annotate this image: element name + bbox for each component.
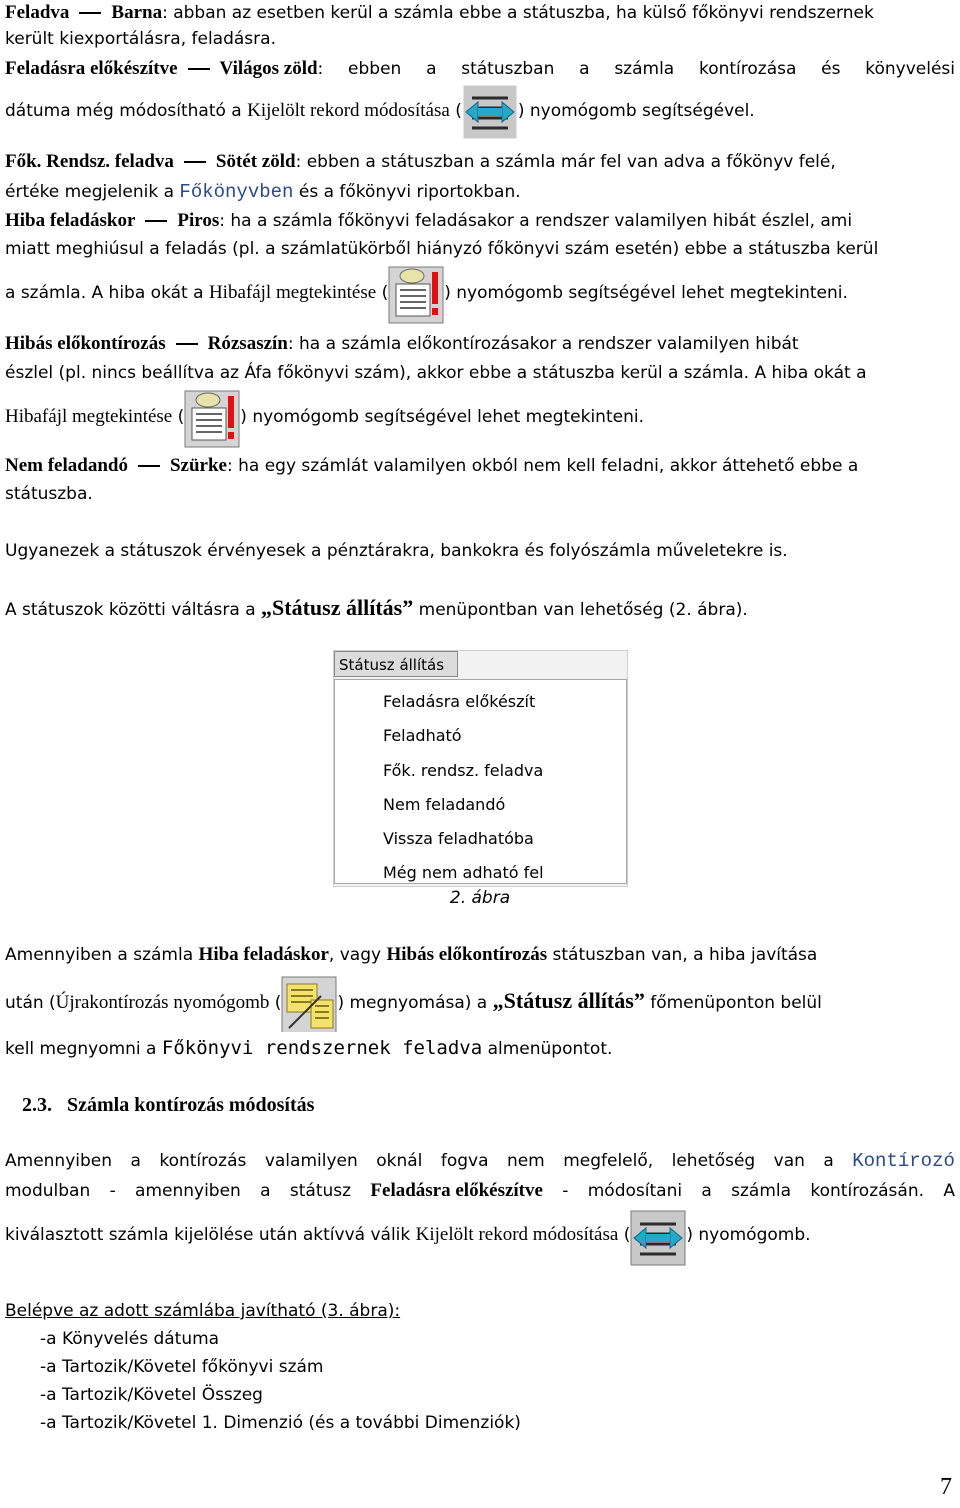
figure-caption: 2. ábra: [449, 888, 511, 908]
para-kontirozas-line2: modulban - amennyiben a státusz Feladásra előkészítve - módosítani a számla kontírozásán. A: [5, 1180, 955, 1201]
menu-item-vissza-feladhatoba[interactable]: Vissza feladhatóba: [383, 829, 534, 848]
status-color: Barna: [111, 2, 163, 23]
menu-item-feladhato[interactable]: Feladható: [383, 726, 462, 745]
menu-item-feladasra-elokeszit[interactable]: Feladásra előkészít: [383, 692, 536, 711]
text: került kiexportálásra, feladásra.: [5, 29, 276, 49]
dropdown-menu: [334, 679, 627, 884]
para-nem-line1: Nem feladandó Szürke: ha egy számlát valamilyen okból nem kell feladni, akkor áttehető ebbe a: [5, 455, 859, 476]
para-amennyiben-line2: után (Újrakontírozás nyomógomb ( ) megnyomása) a „Státusz állítás” főmenüponton belül: [5, 970, 955, 1032]
para-kontirozas-line1: Amennyiben a kontírozás valamilyen oknál fogva nem megfelelő, lehetőség van a Kontírozó: [5, 1150, 955, 1172]
para-belepve: Belépve az adott számlába javítható (3. ábra):: [5, 1301, 401, 1321]
menu-item-nem-feladando[interactable]: Nem feladandó: [383, 795, 506, 814]
para-amennyiben-line1: Amennyiben a számla Hiba feladáskor, vagy Hibás előkontírozás státuszban van, a hiba javítása: [5, 944, 818, 965]
module-name: Főkönyvben: [179, 181, 294, 203]
menu-reference: „Státusz állítás”: [261, 595, 414, 620]
list-item: -a Tartozik/Követel Összeg: [40, 1385, 263, 1405]
para-hiba-line2: miatt meghiúsul a feladás (pl. a számlatükörből hiányzó főkönyvi szám esetén) ebbe a státuszba kerül: [5, 239, 879, 259]
page-number: 7: [940, 1474, 952, 1500]
status-name: Feladva: [5, 2, 70, 23]
para-valtas: A státuszok közötti váltásra a „Státusz állítás” menüpontban van lehetőség (2. ábra).: [5, 595, 748, 620]
para-hibas-line2: észlel (pl. nincs beállítva az Áfa főkönyvi szám), akkor ebbe a státuszba kerül a számla. A hiba okát a: [5, 363, 867, 383]
para-nem-line2: státuszba.: [5, 484, 93, 504]
record-edit-icon: [630, 1210, 686, 1266]
list-item: -a Könyvelés dátuma: [40, 1329, 220, 1349]
menu-title-statusz-allitas[interactable]: Státusz állítás: [334, 651, 458, 677]
menu-item-fok-rendsz-feladva[interactable]: Fők. rendsz. feladva: [383, 761, 544, 780]
text: : abban az esetben kerül a számla ebbe a státuszba, ha külső főkönyvi rendszernek: [162, 3, 874, 23]
status-menu-figure: [333, 650, 628, 887]
para-feladva-line1: [5, 2, 955, 24]
para-hibas-line3: Hibafájl megtekintése ( ) nyomógomb segítségével lehet megtekinteni.: [5, 386, 955, 448]
para-hiba-line3: a számla. A hiba okát a Hibafájl megtekintése ( ) nyomógomb segítségével lehet megtekinteni.: [5, 262, 955, 324]
para-hiba-line1: Hiba feladáskor Piros: ha a számla főkönyvi feladásakor a rendszer valamilyen hibát észlel, ami: [5, 210, 853, 231]
para-ugyanezek: Ugyanezek a státuszok érvényesek a pénztárakra, bankokra és folyószámla műveletekre is.: [5, 541, 788, 561]
error-file-icon: [388, 266, 444, 324]
rekontirozas-icon: [281, 976, 337, 1032]
list-item: -a Tartozik/Követel 1. Dimenzió (és a további Dimenziók): [40, 1413, 521, 1433]
error-file-icon: [184, 390, 240, 448]
para-hibas-line1: Hibás előkontírozás Rózsaszín: ha a számla előkontírozásakor a rendszer valamilyen hibát: [5, 333, 799, 354]
para-feladasra-line2: dátuma még módosítható a Kijelölt rekord módosítása ( ) nyomógomb segítségével.: [5, 82, 955, 140]
menu-item-meg-nem-adhato-fel[interactable]: Még nem adható fel: [383, 863, 544, 882]
para-feladasra-line1: Feladásra előkészítve Világos zöld: ebben a státuszban a számla kontírozása és könyvelési: [5, 58, 955, 79]
para-fok-line2: értéke megjelenik a Főkönyvben és a főkönyvi riportokban.: [5, 181, 521, 203]
para-kontirozas-line3: kiválasztott számla kijelölése után aktívvá válik Kijelölt rekord módosítása ( ) nyomógomb.: [5, 1204, 955, 1266]
dash: [79, 12, 101, 14]
status-label: Feladásra előkészítve Világos zöld:: [5, 58, 324, 79]
list-item: -a Tartozik/Követel főkönyvi szám: [40, 1357, 324, 1377]
para-amennyiben-line3: kell megnyomni a Főkönyvi rendszernek feladva almenüpontot.: [5, 1037, 613, 1059]
record-edit-icon: [462, 84, 518, 140]
para-fok-line1: Fők. Rendsz. feladva Sötét zöld: ebben a státuszban a számla már fel van adva a főkönyv felé,: [5, 151, 836, 172]
para-feladva-line2: [5, 28, 955, 50]
button-name: Kijelölt rekord módosítása: [247, 100, 450, 121]
section-heading: 2.3. Számla kontírozás módosítás: [22, 1094, 315, 1116]
